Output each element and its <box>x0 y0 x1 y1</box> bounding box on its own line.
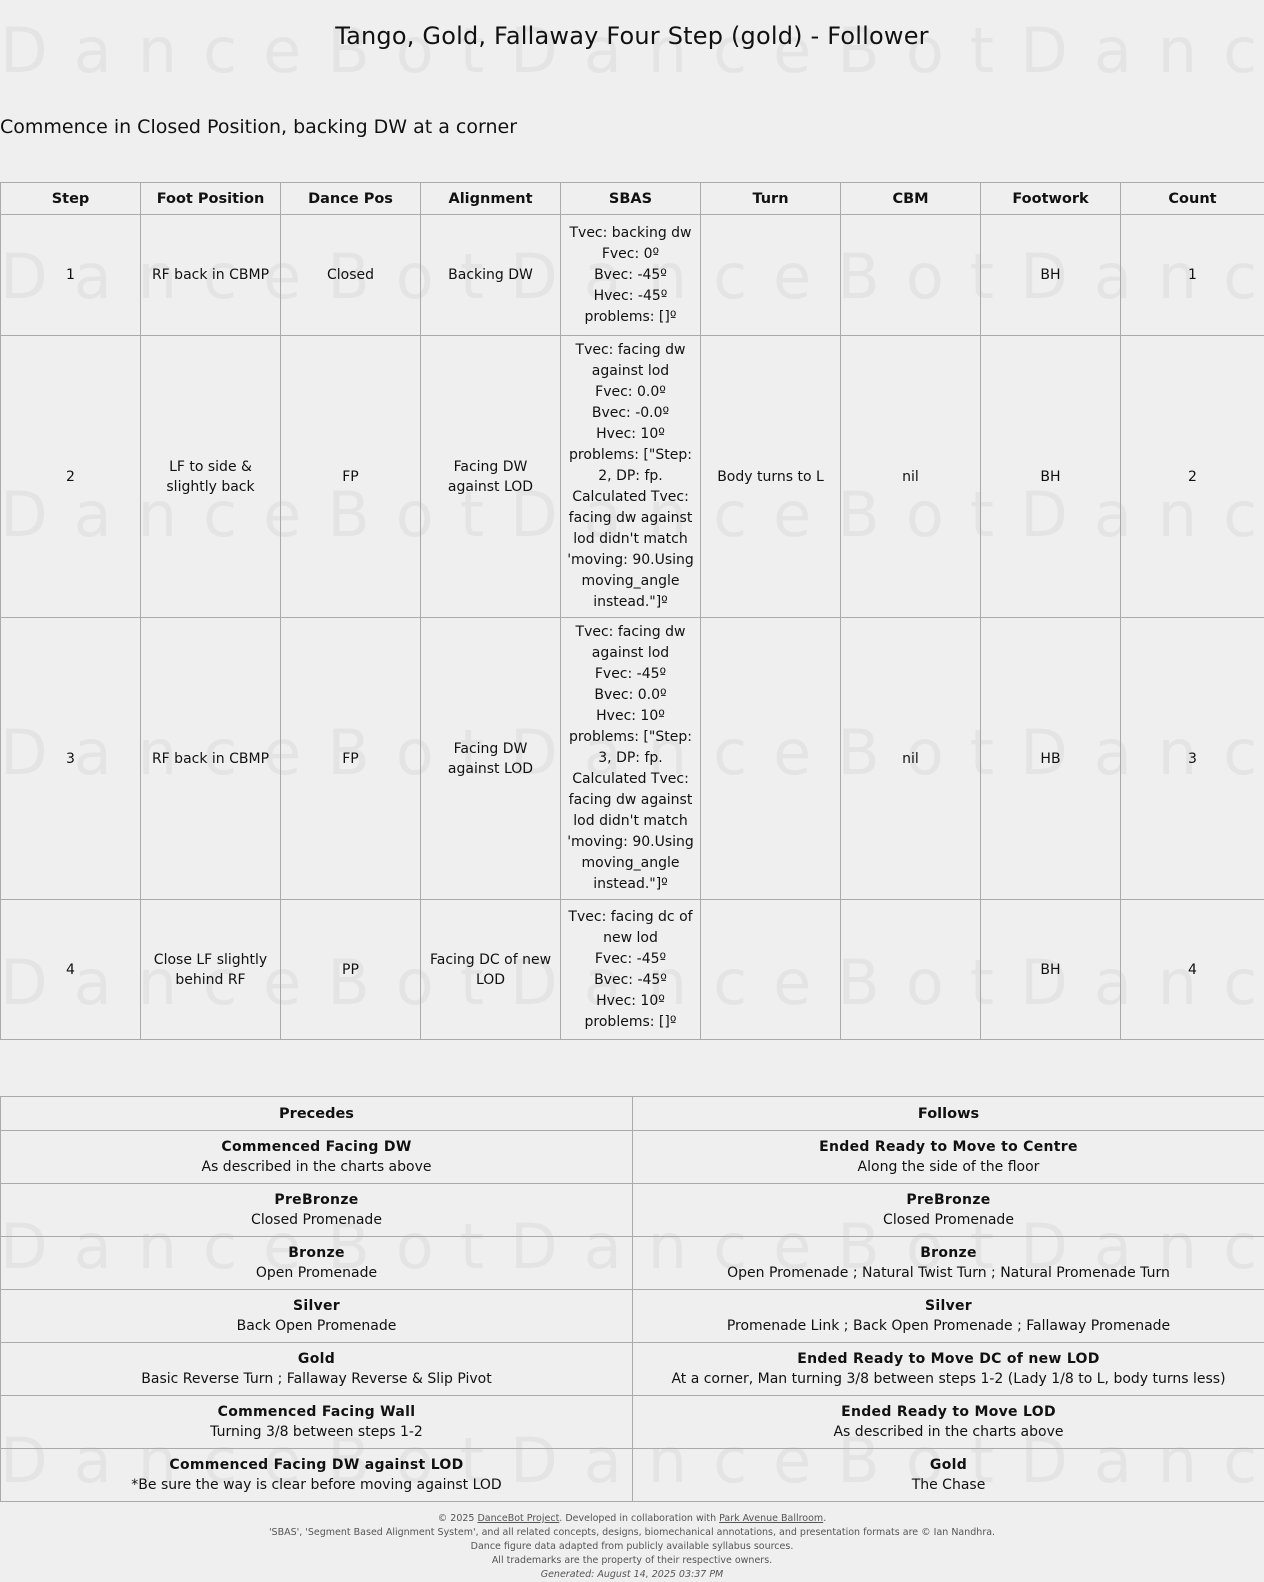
footwork: BH <box>981 900 1121 1040</box>
step-row <box>1 900 1264 1040</box>
sbas-bvec: Bvec: -45º <box>567 265 694 286</box>
precedes-cell <box>1 1237 633 1290</box>
sbas-tvec: Tvec: facing dw against lod <box>567 622 694 664</box>
alignment: Facing DW against LOD <box>421 618 561 900</box>
follows-cell <box>633 1290 1264 1343</box>
header-dance-pos: Dance Pos <box>281 183 421 215</box>
steps-table <box>0 182 1264 1040</box>
step-row <box>1 618 1264 900</box>
precedes-cell <box>1 1131 633 1184</box>
precedes-text: Closed Promenade <box>5 1210 628 1230</box>
sbas-hvec: Hvec: 10º <box>567 991 694 1012</box>
footer-generated: Generated: August 14, 2025 03:37 PM <box>0 1568 1264 1582</box>
footer-copyright-prefix: © 2025 <box>438 1513 478 1524</box>
sbas-tvec: Tvec: backing dw <box>567 223 694 244</box>
follows-text: At a corner, Man turning 3/8 between steps 1-2 (Lady 1/8 to L, body turns less) <box>637 1369 1260 1389</box>
transition-row <box>1 1131 1264 1184</box>
follows-cell <box>633 1343 1264 1396</box>
count: 3 <box>1121 618 1264 900</box>
follows-cell <box>633 1396 1264 1449</box>
page-title: Tango, Gold, Fallaway Four Step (gold) - Follower <box>0 22 1264 50</box>
follows-text: The Chase <box>637 1475 1260 1495</box>
follows-title: Ended Ready to Move DC of new LOD <box>637 1349 1260 1369</box>
footer-period: . <box>823 1513 826 1524</box>
header-precedes: Precedes <box>1 1097 633 1131</box>
sbas-fvec: Fvec: 0º <box>567 244 694 265</box>
alignment: Facing DC of new LOD <box>421 900 561 1040</box>
sbas-problems: problems: []º <box>567 307 694 328</box>
follows-text: Promenade Link ; Back Open Promenade ; Fallaway Promenade <box>637 1316 1260 1336</box>
precedes-text: Basic Reverse Turn ; Fallaway Reverse & Slip Pivot <box>5 1369 628 1389</box>
follows-cell <box>633 1237 1264 1290</box>
turn: Body turns to L <box>701 336 841 618</box>
step-number: 1 <box>1 215 141 336</box>
precedes-title: PreBronze <box>5 1190 628 1210</box>
follows-text: As described in the charts above <box>637 1422 1260 1442</box>
sbas-fvec: Fvec: 0.0º <box>567 382 694 403</box>
footer-sbas-notice: 'SBAS', 'Segment Based Alignment System', and all related concepts, designs, biomechanical annotations, and presentation formats are © Ian Nandhra. <box>0 1526 1264 1540</box>
footer-copyright <box>0 1512 1264 1526</box>
precedes-text: Open Promenade <box>5 1263 628 1283</box>
sbas-cell <box>561 336 701 618</box>
follows-title: Ended Ready to Move LOD <box>637 1402 1260 1422</box>
turn <box>701 900 841 1040</box>
dance-pos: Closed <box>281 215 421 336</box>
header-count: Count <box>1121 183 1264 215</box>
turn <box>701 215 841 336</box>
follows-cell <box>633 1184 1264 1237</box>
header-footwork: Footwork <box>981 183 1121 215</box>
commence-heading: Commence in Closed Position, backing DW at a corner <box>0 116 517 138</box>
follows-cell <box>633 1131 1264 1184</box>
header-follows: Follows <box>633 1097 1264 1131</box>
precedes-title: Commenced Facing DW against LOD <box>5 1455 628 1475</box>
precedes-text: Back Open Promenade <box>5 1316 628 1336</box>
foot-position: Close LF slightly behind RF <box>141 900 281 1040</box>
precedes-title: Bronze <box>5 1243 628 1263</box>
transitions-table <box>0 1096 1264 1502</box>
precedes-cell <box>1 1343 633 1396</box>
sbas-cell <box>561 900 701 1040</box>
dance-pos: PP <box>281 900 421 1040</box>
follows-text: Open Promenade ; Natural Twist Turn ; Natural Promenade Turn <box>637 1263 1260 1283</box>
header-cbm: CBM <box>841 183 981 215</box>
header-sbas: SBAS <box>561 183 701 215</box>
step-number: 4 <box>1 900 141 1040</box>
count: 2 <box>1121 336 1264 618</box>
transition-row <box>1 1184 1264 1237</box>
cbm <box>841 900 981 1040</box>
page-footer <box>0 1512 1264 1582</box>
turn <box>701 618 841 900</box>
step-row <box>1 215 1264 336</box>
follows-text: Along the side of the floor <box>637 1157 1260 1177</box>
precedes-title: Silver <box>5 1296 628 1316</box>
sbas-bvec: Bvec: 0.0º <box>567 685 694 706</box>
follows-title: PreBronze <box>637 1190 1260 1210</box>
precedes-title: Gold <box>5 1349 628 1369</box>
footwork: HB <box>981 618 1121 900</box>
dancebot-project-link[interactable]: DanceBot Project <box>477 1513 559 1524</box>
sbas-fvec: Fvec: -45º <box>567 949 694 970</box>
precedes-text: *Be sure the way is clear before moving against LOD <box>5 1475 628 1495</box>
precedes-title: Commenced Facing DW <box>5 1137 628 1157</box>
sbas-bvec: Bvec: -0.0º <box>567 403 694 424</box>
precedes-title: Commenced Facing Wall <box>5 1402 628 1422</box>
precedes-cell <box>1 1184 633 1237</box>
follows-cell <box>633 1449 1264 1502</box>
step-number: 2 <box>1 336 141 618</box>
foot-position: RF back in CBMP <box>141 215 281 336</box>
transition-row <box>1 1237 1264 1290</box>
sbas-cell <box>561 618 701 900</box>
header-step: Step <box>1 183 141 215</box>
footwork: BH <box>981 336 1121 618</box>
foot-position: LF to side & slightly back <box>141 336 281 618</box>
follows-title: Gold <box>637 1455 1260 1475</box>
count: 1 <box>1121 215 1264 336</box>
cbm <box>841 215 981 336</box>
steps-header-row <box>1 183 1264 215</box>
header-foot-position: Foot Position <box>141 183 281 215</box>
header-turn: Turn <box>701 183 841 215</box>
step-row <box>1 336 1264 618</box>
follows-text: Closed Promenade <box>637 1210 1260 1230</box>
dance-pos: FP <box>281 336 421 618</box>
precedes-text: As described in the charts above <box>5 1157 628 1177</box>
precedes-cell <box>1 1290 633 1343</box>
precedes-cell <box>1 1396 633 1449</box>
dance-pos: FP <box>281 618 421 900</box>
transition-row <box>1 1449 1264 1502</box>
count: 4 <box>1121 900 1264 1040</box>
follows-title: Bronze <box>637 1243 1260 1263</box>
footer-source-notice: Dance figure data adapted from publicly available syllabus sources. <box>0 1540 1264 1554</box>
cbm: nil <box>841 336 981 618</box>
footwork: BH <box>981 215 1121 336</box>
transition-row <box>1 1343 1264 1396</box>
precedes-cell <box>1 1449 633 1502</box>
precedes-text: Turning 3/8 between steps 1-2 <box>5 1422 628 1442</box>
alignment: Backing DW <box>421 215 561 336</box>
follows-title: Silver <box>637 1296 1260 1316</box>
footer-trademark-notice: All trademarks are the property of their respective owners. <box>0 1554 1264 1568</box>
sbas-tvec: Tvec: facing dw against lod <box>567 340 694 382</box>
sbas-hvec: Hvec: 10º <box>567 424 694 445</box>
sbas-cell <box>561 215 701 336</box>
transition-row <box>1 1290 1264 1343</box>
follows-title: Ended Ready to Move to Centre <box>637 1137 1260 1157</box>
transition-row <box>1 1396 1264 1449</box>
header-alignment: Alignment <box>421 183 561 215</box>
sbas-problems: problems: ["Step: 2, DP: fp. Calculated Tvec: facing dw against lod didn't match 'moving: 90.Using moving_angle instead."]º <box>567 445 694 613</box>
footer-collab-text: . Developed in collaboration with <box>559 1513 719 1524</box>
sbas-fvec: Fvec: -45º <box>567 664 694 685</box>
sbas-problems: problems: []º <box>567 1012 694 1033</box>
park-avenue-ballroom-link[interactable]: Park Avenue Ballroom <box>719 1513 823 1524</box>
sbas-problems: problems: ["Step: 3, DP: fp. Calculated Tvec: facing dw against lod didn't match 'moving: 90.Using moving_angle instead."]º <box>567 727 694 895</box>
sbas-hvec: Hvec: -45º <box>567 286 694 307</box>
sbas-bvec: Bvec: -45º <box>567 970 694 991</box>
alignment: Facing DW against LOD <box>421 336 561 618</box>
transitions-header-row <box>1 1097 1264 1131</box>
sbas-tvec: Tvec: facing dc of new lod <box>567 907 694 949</box>
cbm: nil <box>841 618 981 900</box>
step-number: 3 <box>1 618 141 900</box>
foot-position: RF back in CBMP <box>141 618 281 900</box>
sbas-hvec: Hvec: 10º <box>567 706 694 727</box>
